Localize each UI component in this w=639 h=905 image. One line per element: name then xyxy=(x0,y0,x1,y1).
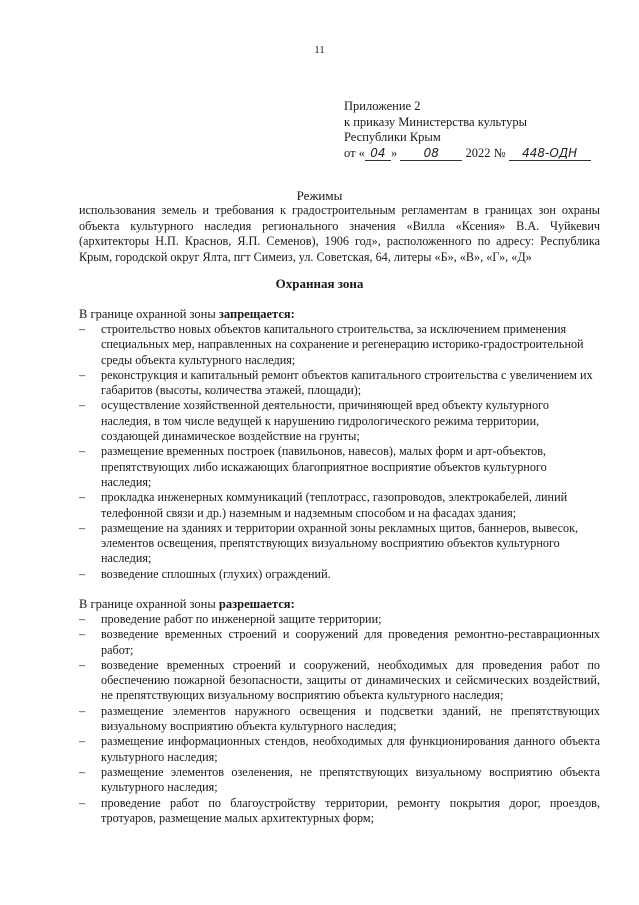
appendix-date-line xyxy=(344,146,614,162)
list-item-text: размещение на зданиях и территории охранной зоны рекламных щитов, баннеров, вывесок, элементов освещения, препятствующих визуальному восприятию объектов культурного наследия; xyxy=(101,520,579,566)
date-prefix: от « xyxy=(344,145,365,160)
date-mid: » xyxy=(390,145,398,160)
list-item-text: размещение элементов наружного освещения и подсветки зданий, не препятствующих визуальному восприятию объекта культурного наследия; xyxy=(101,703,600,734)
dash-marker: – xyxy=(79,612,86,626)
year-number-label: 2022 № xyxy=(465,145,506,160)
appendix-line-3: Республики Крым xyxy=(344,130,441,144)
list-item-text: осуществление хозяйственной деятельности, причиняющей вред объекту культурного наследия, в том числе ведущей к нарушению гидрологического режима территории, создающей динамическое воздействие на грунты; xyxy=(101,398,549,444)
document-title: Режимы xyxy=(296,188,343,203)
dash-marker: – xyxy=(79,322,86,336)
list-item xyxy=(79,627,600,658)
date-month-handwritten: 08 xyxy=(400,147,462,161)
prohibited-heading-prefix: В границе охранной зоны xyxy=(79,307,219,321)
prohibited-heading xyxy=(79,307,295,322)
document-intro: использования земель и требования к градостроительным регламентам в границах зон охраны объекта культурного наследия регионального значения «Вилла «Ксения» В.А. Чуйкевич (архитекторы Н.П. Краснов, Я.П. Семенов), 1906 год», расположенного по адресу: Республика Крым, городской округ Ялта, пгт Симеиз, ул. Советская, 64, литеры «Б», «В», «Г», «Д» xyxy=(79,203,600,264)
dash-marker: – xyxy=(79,764,86,779)
appendix-line-2: к приказу Министерства культуры xyxy=(344,114,527,129)
list-item-text: возведение временных строений и сооружений, необходимых для проведения работ по обеспечению пожарной безопасности, защиты от динамических и сейсмических воздействий, не препятствующих визуальному восприятию объекта культурного наследия; xyxy=(101,657,600,703)
dash-marker: – xyxy=(79,367,86,382)
list-item xyxy=(79,796,600,827)
list-item xyxy=(79,567,600,582)
dash-marker: – xyxy=(79,490,86,505)
page-number: 11 xyxy=(314,44,325,56)
appendix-line-1: Приложение 2 xyxy=(344,99,421,113)
appendix-block xyxy=(344,99,614,161)
list-item xyxy=(79,658,600,704)
dash-marker: – xyxy=(79,398,86,413)
list-item xyxy=(79,490,600,521)
list-item-text: строительство новых объектов капитального строительства, за исключением применения специальных мер, направленных на сохранение и регенерацию историко-градостроительной среды объекта культурного наследия; xyxy=(101,322,584,367)
dash-marker: – xyxy=(79,703,86,718)
list-item-text: прокладка инженерных коммуникаций (теплотрасс, газопроводов, электрокабелей, линий телефонной связи и др.) наземным и надземным способом и на фасадах здания; xyxy=(101,490,568,520)
list-item xyxy=(79,704,600,735)
list-item-text: размещение информационных стендов, необходимых для функционирования данного объекта культурного наследия; xyxy=(101,734,600,764)
dash-marker: – xyxy=(79,734,86,749)
dash-marker: – xyxy=(79,566,86,581)
allowed-heading-prefix: В границе охранной зоны xyxy=(79,597,219,611)
prohibited-heading-bold: запрещается: xyxy=(218,307,295,321)
dash-marker: – xyxy=(79,627,86,642)
list-item xyxy=(79,612,600,627)
list-item-text: возведение сплошных (глухих) ограждений. xyxy=(101,566,331,581)
dash-marker: – xyxy=(79,795,86,810)
list-item-text: размещение временных построек (павильонов, навесов), малых форм и арт-объектов, препятствующих либо искажающих благоприятное восприятие объектов культурного наследия; xyxy=(101,444,547,489)
dash-marker: – xyxy=(79,444,86,459)
allowed-heading-bold: разрешается: xyxy=(218,597,295,611)
list-item-text: возведение временных строений и сооружений для проведения ремонтно-реставрационных работ; xyxy=(101,627,600,657)
list-item-text: реконструкция и капитальный ремонт объектов капитального строительства с увеличением их габаритов (высоты, количества этажей, площади); xyxy=(101,367,593,398)
date-day-handwritten: 04 xyxy=(365,147,391,161)
list-item-text: проведение работ по благоустройству территории, ремонту покрытия дорог, проездов, тротуаров, размещение малых архитектурных форм; xyxy=(101,795,600,825)
list-item xyxy=(79,521,600,567)
zone-title: Охранная зона xyxy=(275,276,364,291)
list-item xyxy=(79,734,600,765)
list-item xyxy=(79,322,600,368)
prohibited-list xyxy=(79,322,600,582)
list-item xyxy=(79,444,600,490)
allowed-heading xyxy=(79,597,295,612)
list-item-text: проведение работ по инженерной защите территории; xyxy=(101,612,382,626)
dash-marker: – xyxy=(79,657,86,672)
list-item xyxy=(79,765,600,796)
list-item xyxy=(79,368,600,399)
list-item-text: размещение элементов озеленения, не препятствующих визуальному восприятию объекта культурного наследия; xyxy=(101,764,600,795)
allowed-list xyxy=(79,612,600,826)
dash-marker: – xyxy=(79,520,86,535)
order-number-handwritten: 448-ОДН xyxy=(509,147,591,161)
list-item xyxy=(79,398,600,444)
